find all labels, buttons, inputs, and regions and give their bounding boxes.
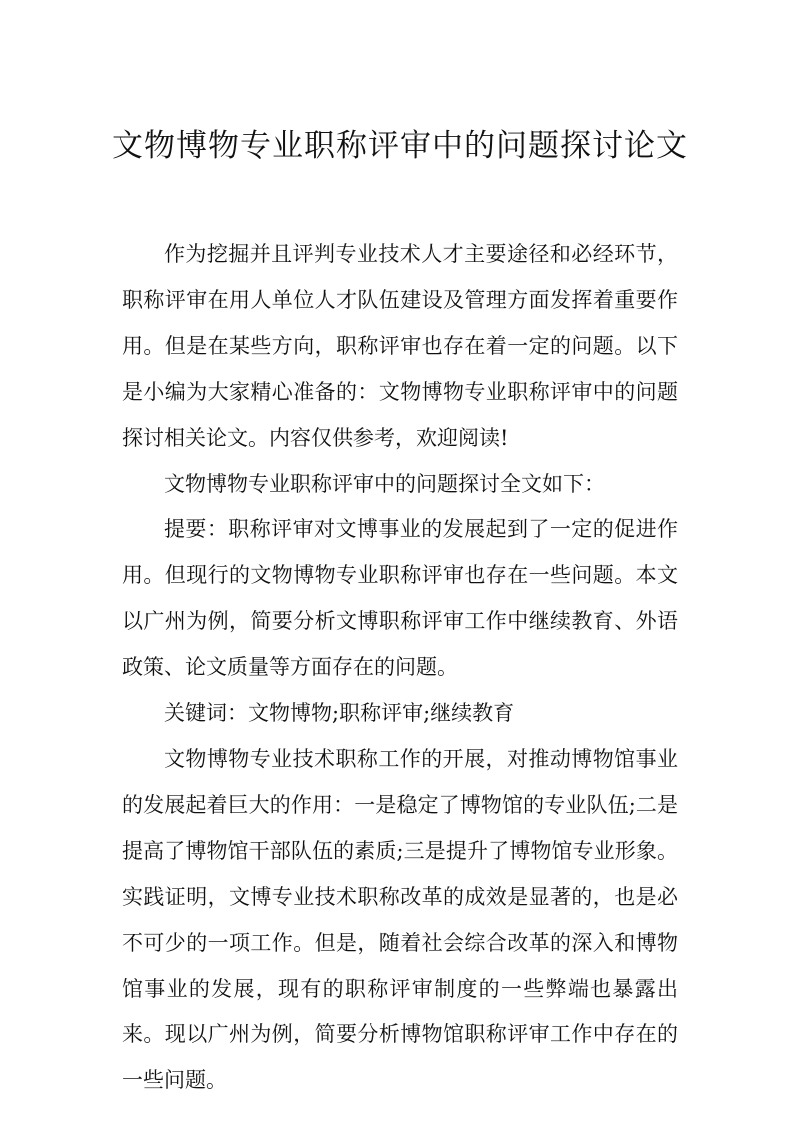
document-body xyxy=(122,232,678,1104)
paragraph-intro: 作为挖掘并且评判专业技术人才主要途径和必经环节，职称评审在用人单位人才队伍建设及管理方面发挥着重要作用。但是在某些方向，职称评审也存在着一定的问题。以下是小编为大家精心准备的：文物博物专业职称评审中的问题探讨相关论文。内容仅供参考，欢迎阅读! xyxy=(122,242,678,450)
paragraph-fulltext-heading: 文物博物专业职称评审中的问题探讨全文如下： xyxy=(164,471,605,496)
document-title: 文物博物专业职称评审中的问题探讨论文 xyxy=(112,128,688,164)
paragraph-abstract: 提要：职称评审对文博事业的发展起到了一定的促进作用。但现行的文物博物专业职称评审也存在一些问题。本文以广州为例，简要分析文博职称评审工作中继续教育、外语政策、论文质量等方面存在的问题。 xyxy=(122,517,678,680)
paragraph-keywords: 关键词：文物博物;职称评审;继续教育 xyxy=(164,701,515,726)
paragraph-main: 文物博物专业技术职称工作的开展，对推动博物馆事业的发展起着巨大的作用：一是稳定了博物馆的专业队伍;二是提高了博物馆干部队伍的素质;三是提升了博物馆专业形象。实践证明，文博专业技术职称改革的成效是显著的，也是必不可少的一项工作。但是，随着社会综合改革的深入和博物馆事业的发展，现有的职称评审制度的一些弊端也暴露出来。现以广州为例，简要分析博物馆职称评审工作中存在的一些问题。 xyxy=(122,746,678,1093)
